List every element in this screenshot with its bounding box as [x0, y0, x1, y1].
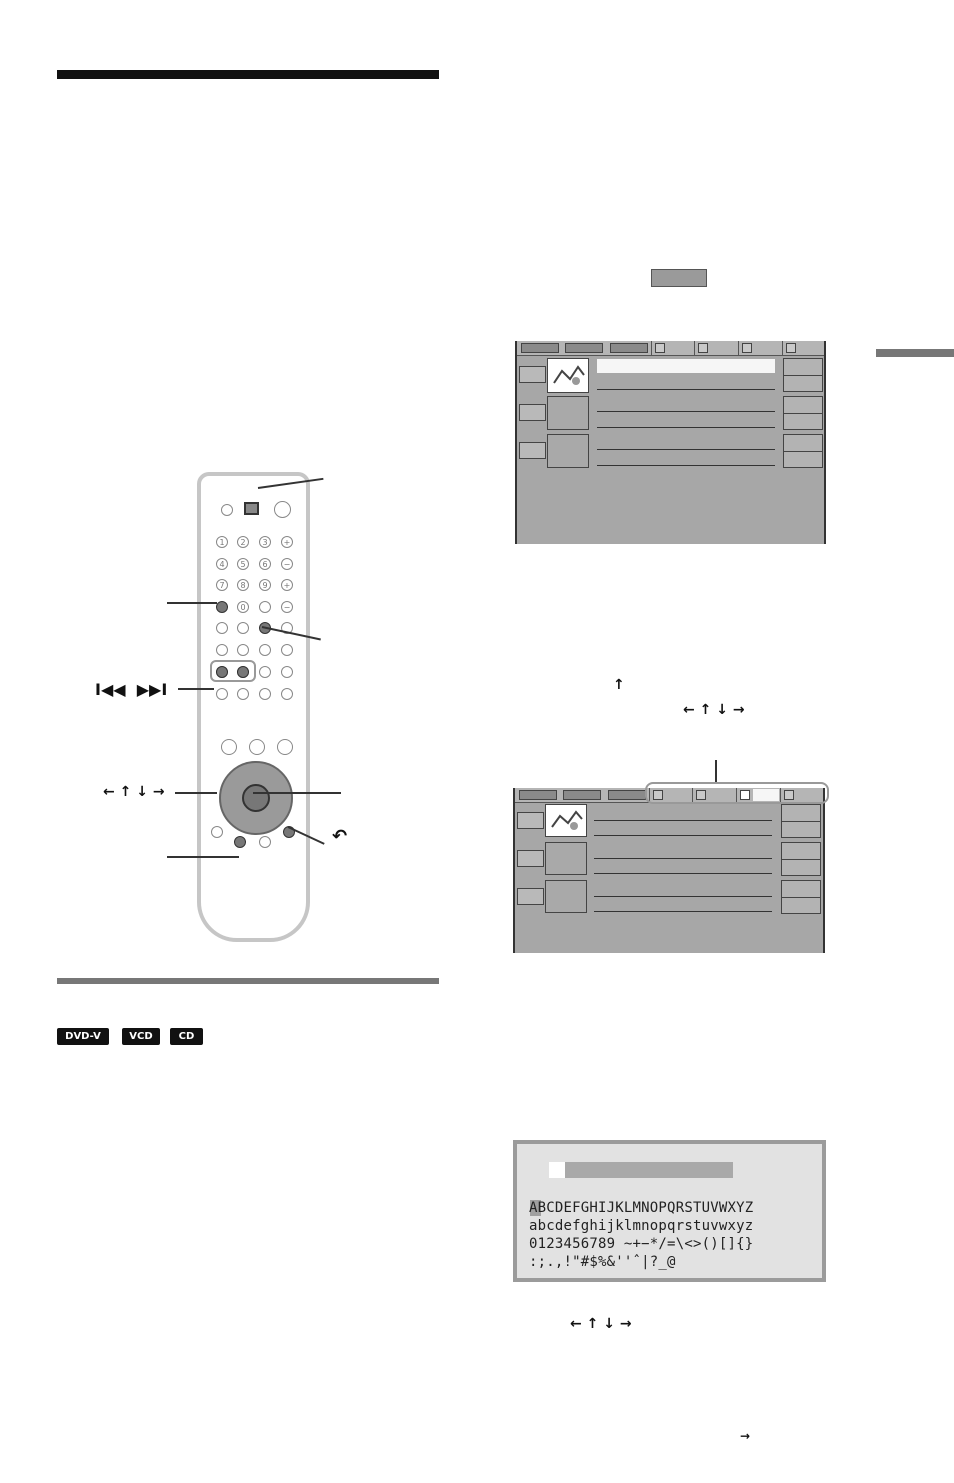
- enter-button: [242, 784, 270, 812]
- character-row-numbers-symbols[interactable]: 0123456789 ~+−*/=\<>()[]{}: [529, 1236, 754, 1252]
- menu-tab-box: [698, 343, 708, 353]
- tab-group-callout-frame: [645, 782, 829, 804]
- thumbnail-image: [547, 434, 589, 468]
- disc-menu-screen-2: [513, 788, 825, 953]
- highlighted-remote-button: [216, 601, 228, 613]
- row-info-box: [781, 880, 821, 914]
- thumbnail-image: [545, 842, 587, 875]
- callout-line: [175, 792, 217, 794]
- arrow-buttons-label: ← ↑ ↓ →: [103, 784, 165, 800]
- row-info-box: [783, 396, 823, 430]
- selected-title-field: [597, 359, 775, 373]
- return-button-label: ↶: [332, 826, 348, 847]
- arrow-keys-instruction: ← ↑ ↓ →: [683, 702, 745, 718]
- thumbnail-image: [547, 396, 589, 430]
- callout-line: [167, 602, 217, 604]
- remote-button: [221, 504, 233, 516]
- row-number-box: [517, 812, 544, 829]
- callout-line: [178, 688, 214, 690]
- row-info-box: [783, 358, 823, 392]
- section-header-rule: [57, 70, 439, 79]
- row-info-box: [781, 804, 821, 838]
- mode-switch: [244, 502, 259, 515]
- right-arrow-instruction: →: [740, 1429, 751, 1443]
- menu-tab: [565, 343, 603, 353]
- up-arrow-instruction: ↑: [613, 677, 625, 693]
- thumbnail-image: [545, 880, 587, 913]
- character-row-lowercase[interactable]: abcdefghijklmnopqrstuvwxyz: [529, 1218, 754, 1234]
- remote-control-illustration: 1 2 3 + 4 5 6 − 7 8 9 + 0 −: [197, 472, 310, 942]
- tab-callout-line: [715, 760, 717, 782]
- highlighted-remote-button: [234, 836, 246, 848]
- row-number-box: [517, 850, 544, 867]
- character-row-uppercase[interactable]: ABCDEFGHIJKLMNOPQRSTUVWXYZ: [529, 1200, 754, 1216]
- menu-tab: [608, 790, 646, 800]
- thumbnail-image: [547, 358, 589, 393]
- next-button: [237, 666, 249, 678]
- menu-tab-box: [786, 343, 796, 353]
- row-number-box: [517, 888, 544, 905]
- menu-tab: [521, 343, 559, 353]
- character-row-punctuation[interactable]: :;.,!"#$%&''ˆ|?_@: [529, 1254, 676, 1270]
- disc-menu-screen-1: [515, 341, 826, 544]
- dvd-video-badge: DVD-V: [57, 1028, 109, 1045]
- callout-line: [253, 792, 341, 794]
- thumbnail-image: [545, 804, 587, 837]
- menu-tab-box: [742, 343, 752, 353]
- row-number-box: [519, 404, 546, 421]
- row-info-box: [781, 842, 821, 876]
- chapter-side-tab: [876, 349, 954, 357]
- callout-line: [167, 856, 239, 858]
- menu-tab: [563, 790, 601, 800]
- menu-tab-bar: [517, 341, 824, 356]
- title-input-field[interactable]: [565, 1162, 733, 1178]
- row-info-box: [783, 434, 823, 468]
- section-divider-rule: [57, 978, 439, 984]
- vcd-badge: VCD: [122, 1028, 160, 1045]
- prev-button: [216, 666, 228, 678]
- row-number-box: [519, 366, 546, 383]
- menu-tab-box: [655, 343, 665, 353]
- power-button: [274, 501, 291, 518]
- character-input-screen: [513, 1140, 826, 1282]
- cursor-box: [549, 1162, 565, 1178]
- row-number-box: [519, 442, 546, 459]
- menu-tab: [610, 343, 648, 353]
- menu-tab: [519, 790, 557, 800]
- cd-badge: CD: [170, 1028, 203, 1045]
- highlight-swatch: [651, 269, 707, 287]
- skip-buttons-label: I◀◀ ▶▶I: [95, 680, 168, 699]
- arrow-keys-instruction-2: ← ↑ ↓ →: [570, 1316, 632, 1332]
